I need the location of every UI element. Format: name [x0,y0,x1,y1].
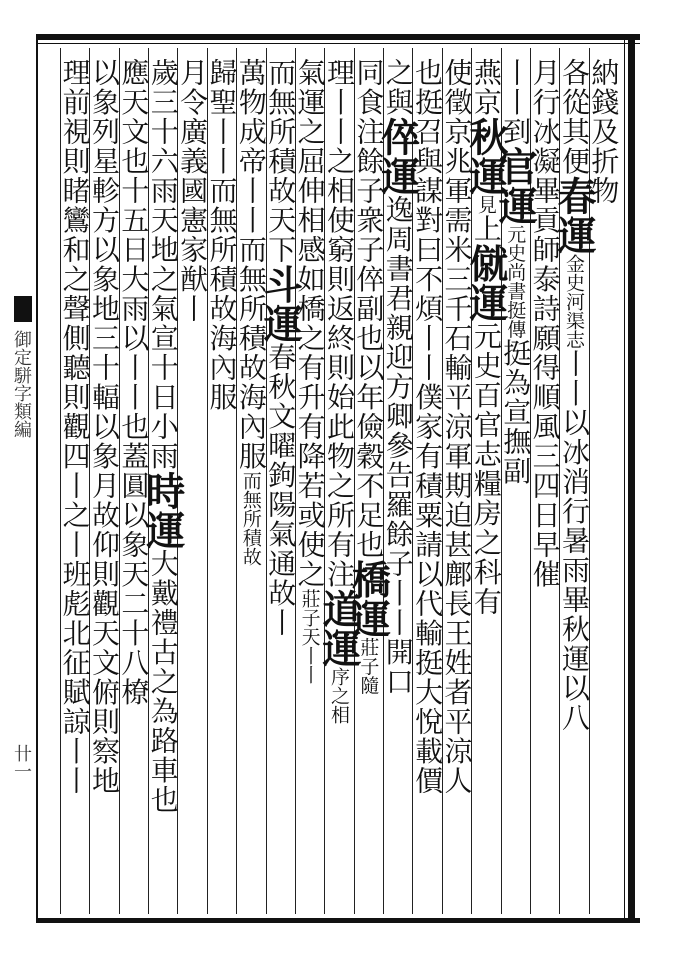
text-run: 春秋文曜鉤陽氣通故丨 [264,342,298,638]
text-column-17 [117,58,151,918]
right-border-inner [624,34,625,923]
annotation: 莊子天丨丨 [298,589,321,684]
text-run: 應天文也十五日大雨以丨丨也 [117,58,151,442]
text-run: 歸聖丨丨而無所積故海內服 [205,58,239,412]
heading-term: 時運 [139,471,186,549]
annotation: 見 [474,195,497,214]
text-run: 歲三十六雨天地之氣宣十日小雨 [146,58,180,471]
text-column-18 [88,58,122,918]
right-border [628,34,635,923]
text-run: 與 [381,87,415,117]
margin-page-number: 卄一 [11,744,32,780]
text-run: 挺為宣撫副 [499,338,533,486]
text-run: 蓋圓以象天二十八橑 [117,441,151,707]
text-run: 理丨丨之相使窮則返終則始此物之所有注 [323,58,356,589]
text-column-2 [550,58,597,918]
fishtail-mark [14,296,32,322]
heading-term: 僦運 [462,243,509,322]
text-run: 上 [469,214,503,244]
text-run: 月行冰凝畢貢師泰詩願得順風三四日早催 [528,58,562,589]
annotation: 序之相 [328,667,350,724]
annotation: 而無所積故 [239,471,262,566]
left-border [36,34,38,923]
text-run: 而無所積故天下 [264,58,298,265]
bottom-border [36,918,640,923]
text-run: 也挺召與謀對曰不煩丨丨僕家有積粟請以代輸挺大悅載價 [411,58,445,796]
text-run: 月令廣義國憲家猷丨 [176,58,210,324]
text-run: 以象列星軫方以象地三十輻以象月故仰則觀天文俯則察地 [88,58,122,796]
text-run: 同食注餘子衆子倅副也以年儉穀不足也 [352,58,386,560]
heading-term: 橋運 [345,559,392,638]
text-column-9 [345,58,392,918]
text-column-14 [207,58,237,918]
text-run: 納錢及折物 [587,58,621,206]
margin-edition-title: 御定駢字類編 [11,330,32,438]
top-border-inner [36,43,640,44]
text-run: 燕京 [469,58,503,117]
text-column-12 [257,58,304,918]
top-border [36,34,640,40]
text-column-5 [462,58,509,918]
text-column-8 [374,58,421,918]
text-run: 大戴禮古之為路車也 [146,549,180,815]
text-column-10 [316,58,362,918]
annotation: 元史尚書挺傳 [504,224,527,339]
text-run: 各從其便 [557,58,591,176]
text-column-13 [236,58,266,918]
heading-term: 秋運 [462,117,509,195]
text-run: 之 [381,58,415,88]
annotation: 金史河渠志 [562,254,585,349]
text-run: 氣運之屈伸相感如橋之有升有降若或使之 [293,58,327,589]
text-run: 萬物成帝丨丨而無所積故海內服 [234,58,268,471]
text-run: 丨丨到 [499,58,533,147]
annotation: 莊子隨 [357,637,380,695]
text-column-19 [60,58,90,918]
text-run: 逸周書君親迎方卿參告羅餘子丨丨開口 [381,195,415,697]
heading-term: 道運 [316,589,362,667]
text-column-11 [295,58,325,918]
text-run: 使徵京兆軍需米三千石輸平涼軍期迫甚鄜長王姓者平涼人 [440,58,474,796]
text-column-16 [139,58,186,918]
heading-term: 官運 [492,146,539,225]
heading-term: 倅運 [374,117,421,195]
text-run: 理前視則睹鸞和之聲側聽則觀四丨之丨班彪北征賦諒丨丨 [58,58,92,796]
text-run: 丨丨以冰消行暑雨畢秋運以八 [557,349,591,733]
heading-term: 斗運 [257,264,304,343]
text-run: 元史百官志糧房之科有 [469,321,503,617]
text-column-6 [440,58,474,918]
heading-term: 春運 [550,176,597,254]
